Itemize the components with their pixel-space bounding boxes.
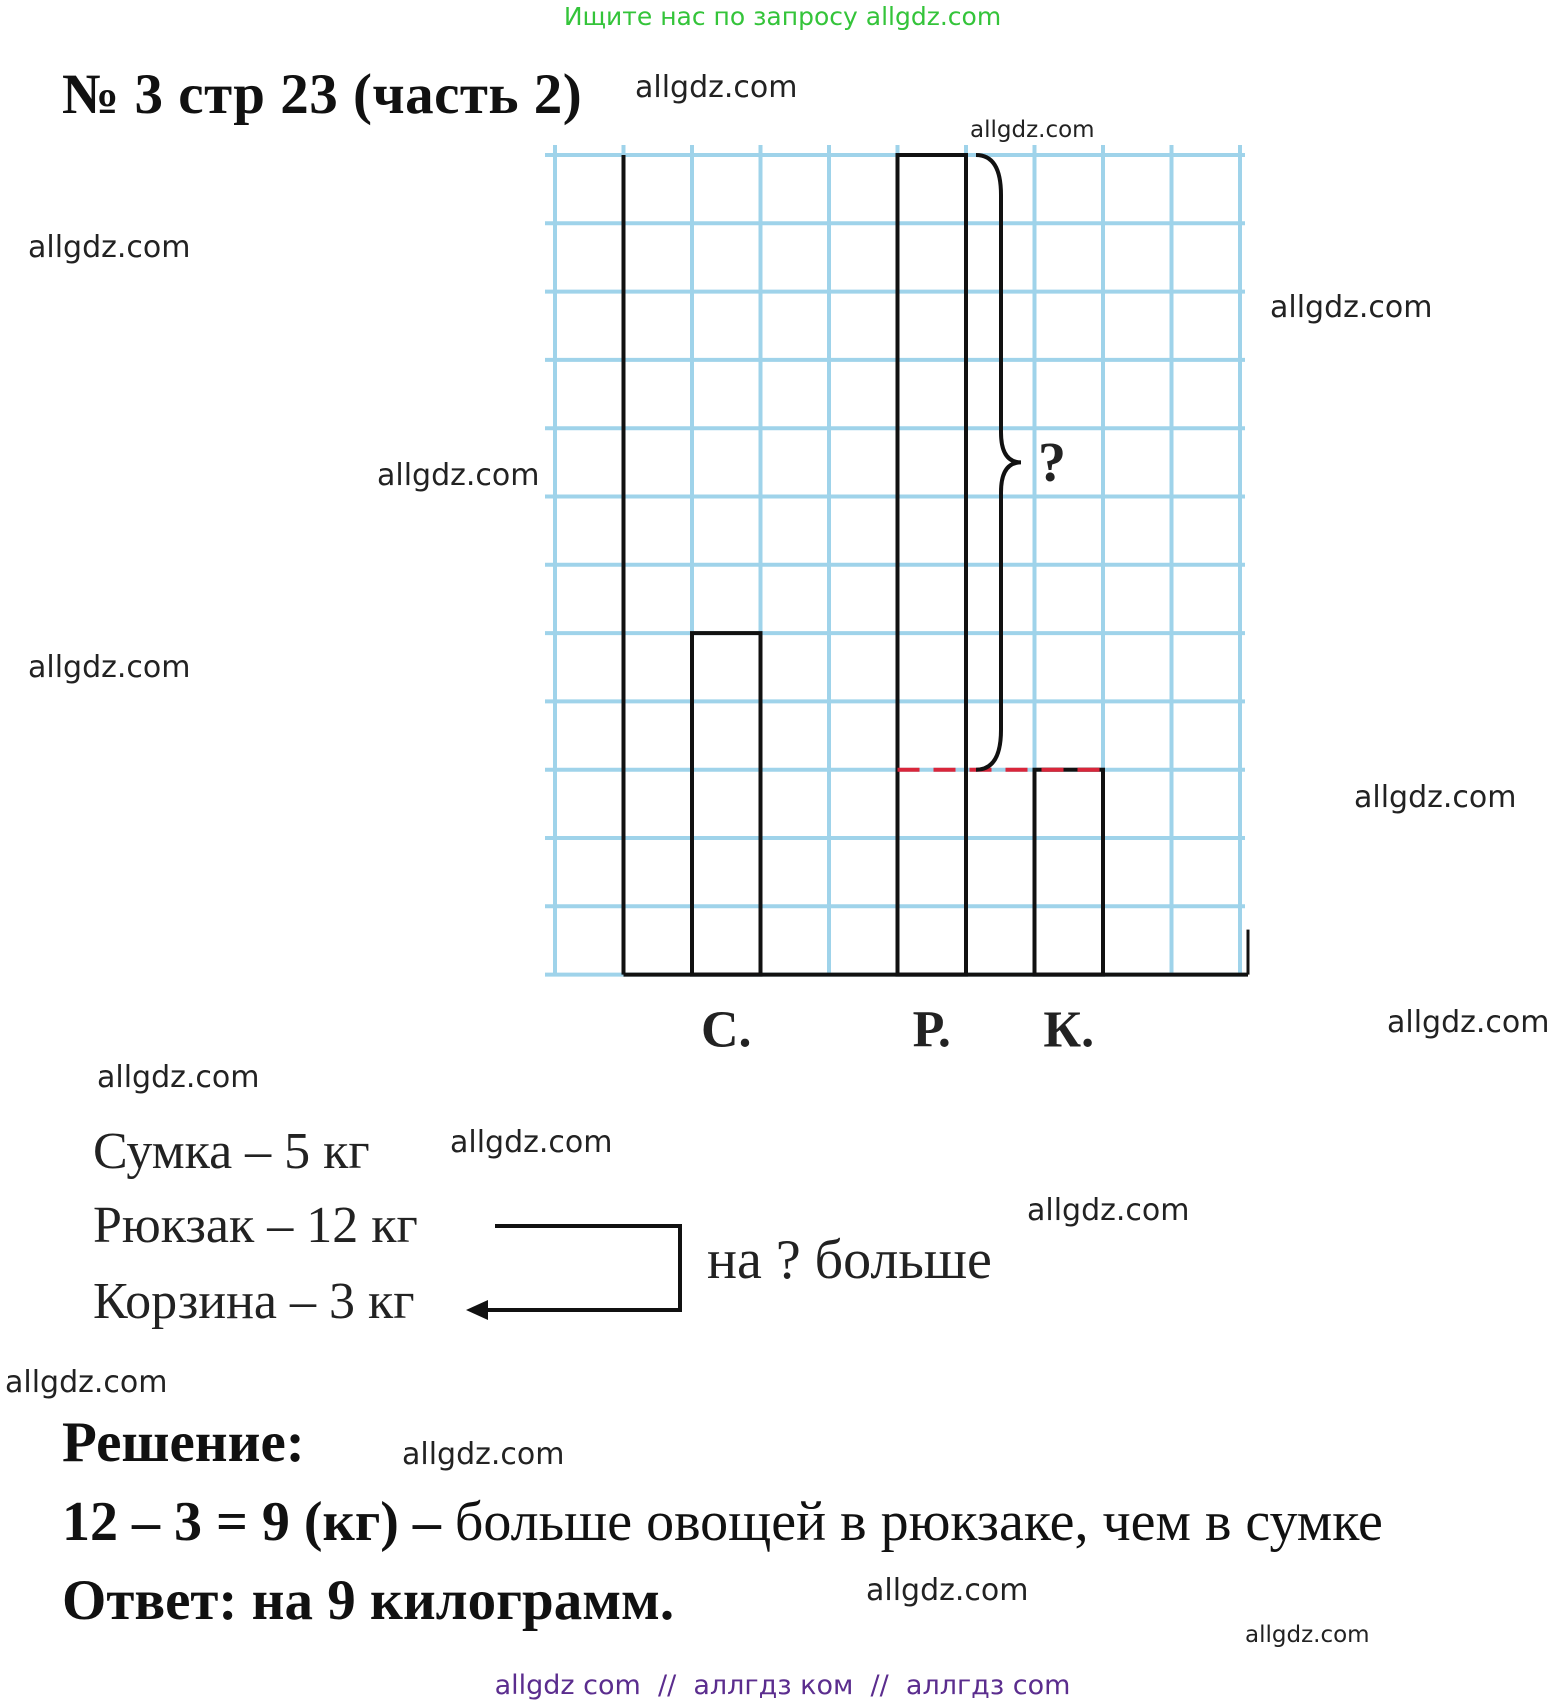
watermark: allgdz.com [970, 117, 1095, 143]
watermark: allgdz.com [28, 650, 191, 685]
watermark: allgdz.com [1270, 290, 1433, 325]
page-title: № 3 стр 23 (часть 2) [62, 63, 583, 126]
category-labels [701, 1002, 1094, 1059]
grid [545, 145, 1245, 975]
watermark: allgdz.com [402, 1437, 565, 1472]
comparison-label: на ? больше [707, 1229, 992, 1291]
category-label: Р. [912, 1001, 951, 1059]
watermark: allgdz.com [866, 1573, 1029, 1608]
solution-line [62, 1490, 1383, 1554]
solution-explanation: больше овощей в рюкзаке, чем в сумке [454, 1491, 1383, 1553]
given-backpack: Рюкзак – 12 кг [93, 1197, 418, 1254]
watermark: allgdz.com [450, 1125, 613, 1160]
footer: allgdz com // аллгдз ком // аллгдз com [494, 1670, 1071, 1701]
given-bag: Сумка – 5 кг [93, 1123, 370, 1180]
watermark: allgdz.com [1354, 780, 1517, 815]
category-label: С. [700, 1001, 752, 1059]
watermark: allgdz.com [377, 458, 540, 493]
bar-3 [1035, 770, 1104, 975]
watermark: allgdz.com [1245, 1622, 1370, 1648]
bar-1 [692, 633, 761, 975]
watermark: allgdz.com [635, 70, 798, 105]
category-label: К. [1043, 1001, 1095, 1059]
given-basket: Корзина – 3 кг [93, 1273, 415, 1330]
answer: Ответ: на 9 килограмм. [62, 1569, 675, 1632]
watermark: allgdz.com [1027, 1193, 1190, 1228]
watermark: allgdz.com [28, 230, 191, 265]
comparison-arrow [460, 1210, 700, 1320]
solution-equation: 12 – 3 = 9 (кг) – [62, 1491, 441, 1553]
top-banner: Ищите нас по запросу allgdz.com [563, 2, 1002, 31]
curly-brace [976, 155, 1021, 770]
watermark: allgdz.com [5, 1365, 168, 1400]
annotations [898, 155, 1104, 770]
watermark: allgdz.com [97, 1060, 260, 1095]
watermark: allgdz.com [1387, 1005, 1550, 1040]
question-mark: ? [1038, 431, 1066, 494]
solution-heading: Решение: [62, 1411, 305, 1474]
